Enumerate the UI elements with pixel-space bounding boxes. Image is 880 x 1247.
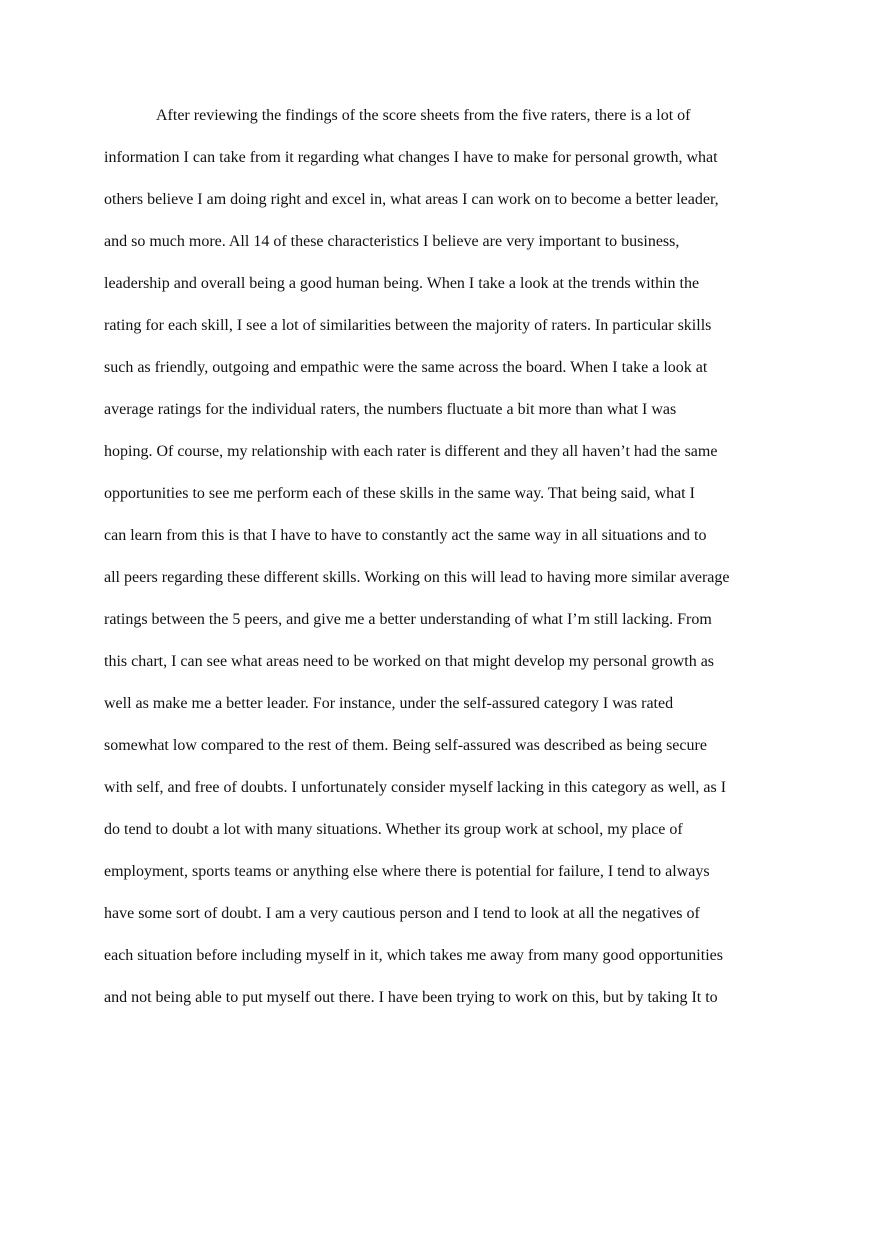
paragraph-line: opportunities to see me perform each of these skills in the same way. That being said, what I xyxy=(104,485,695,502)
paragraph-line: leadership and overall being a good human being. When I take a look at the trends within the xyxy=(104,275,700,292)
paragraph-line: information I can take from it regarding what changes I have to make for personal growth, what xyxy=(104,149,718,166)
paragraph-line: rating for each skill, I see a lot of similarities between the majority of raters. In particular skills xyxy=(104,317,712,334)
paragraph-line: well as make me a better leader. For instance, under the self-assured category I was rated xyxy=(104,695,674,712)
paragraph-line: employment, sports teams or anything else where there is potential for failure, I tend to always xyxy=(104,863,710,880)
paragraph-line: do tend to doubt a lot with many situations. Whether its group work at school, my place of xyxy=(104,821,683,838)
paragraph-line: ratings between the 5 peers, and give me a better understanding of what I’m still lacking. From xyxy=(104,611,712,628)
paragraph-line: can learn from this is that I have to have to constantly act the same way in all situations and to xyxy=(104,527,707,544)
paragraph-line: and not being able to put myself out there. I have been trying to work on this, but by taking It to xyxy=(104,989,718,1006)
paragraph-line: with self, and free of doubts. I unfortunately consider myself lacking in this category as well, as I xyxy=(104,779,727,796)
paragraph-line: this chart, I can see what areas need to be worked on that might develop my personal growth as xyxy=(104,653,715,670)
paragraph-line: After reviewing the findings of the score sheets from the five raters, there is a lot of xyxy=(156,107,691,124)
paragraph-line: each situation before including myself in it, which takes me away from many good opportunities xyxy=(104,947,723,964)
paragraph-line: others believe I am doing right and excel in, what areas I can work on to become a better leader, xyxy=(104,191,719,208)
paragraph-line: all peers regarding these different skills. Working on this will lead to having more similar average xyxy=(104,569,730,586)
paragraph-line: hoping. Of course, my relationship with each rater is different and they all haven’t had the same xyxy=(104,443,718,460)
paragraph-line: such as friendly, outgoing and empathic were the same across the board. When I take a look at xyxy=(104,359,708,376)
paragraph-line: and so much more. All 14 of these characteristics I believe are very important to business, xyxy=(104,233,680,250)
paragraph-line: have some sort of doubt. I am a very cautious person and I tend to look at all the negatives of xyxy=(104,905,700,922)
paragraph-line: somewhat low compared to the rest of them. Being self-assured was described as being secure xyxy=(104,737,707,754)
paragraph-line: average ratings for the individual raters, the numbers fluctuate a bit more than what I was xyxy=(104,401,677,418)
